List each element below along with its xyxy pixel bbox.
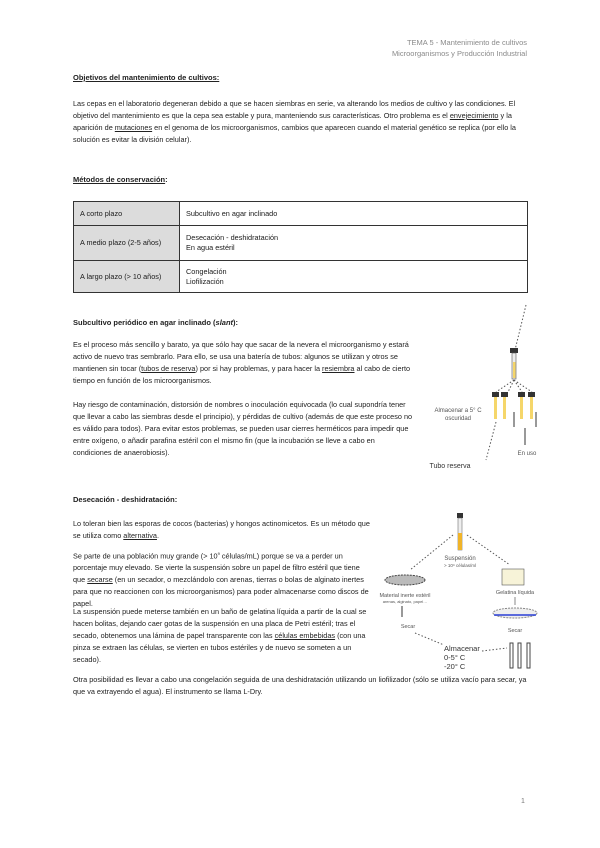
text: en el genoma de los microorganismos, cambios que aparecen cuando el material genético se replica (por ello la solución es evitar la división celular).	[73, 123, 516, 144]
dry-label: Secar	[400, 624, 416, 630]
text: .	[156, 531, 159, 540]
text: Lo toleran bien las esporas de cocos (bacterias) y hongos actinomicetos. Es un método que se utiliza como	[73, 519, 370, 540]
section-title-metodos	[73, 175, 168, 184]
method: Desecación - deshidratación	[186, 233, 279, 242]
methods-table	[73, 201, 528, 293]
page-number: 1	[521, 798, 525, 805]
header-course: Microorganismos y Producción Industrial	[391, 49, 527, 58]
section-title-desecacion: Desecación - deshidratación:	[73, 495, 178, 504]
methods-cell	[180, 226, 528, 261]
term-envejecimiento: envejecimiento	[449, 111, 499, 120]
material-sub-label: arenas, alginato, papel…	[382, 599, 428, 604]
paragraph-subcultivo-1	[73, 339, 413, 387]
text: slant	[215, 318, 234, 327]
methods-cell	[180, 202, 528, 226]
term-cell: A largo plazo (> 10 años)	[74, 261, 180, 293]
text: Subcultivo periódico en agar inclinado (	[73, 318, 216, 327]
exponent: 9	[217, 551, 220, 556]
suspension-sub-label: > 10⁹ células/ml	[443, 563, 477, 568]
text: (con una pinza se extraen las células, se vierten en tubos estériles y de nuevo se someten a un secado).	[73, 631, 366, 664]
store-temp-2: -20° C	[444, 662, 466, 671]
text: Se parte de una población muy grande (> 10	[73, 551, 218, 561]
methods-cell	[180, 261, 528, 293]
text: ):	[233, 318, 239, 327]
term-cell: A corto plazo	[74, 202, 180, 226]
paragraph-desecacion-3	[73, 606, 373, 666]
paragraph-desecacion-1	[73, 518, 373, 542]
term-tubos-reserva: tubos de reserva	[141, 364, 196, 373]
paragraph-liofilizacion: Otra posibilidad es llevar a cabo una congelación seguida de una deshidratación utilizando un liofilizador (sólo se utiliza vacío para secar, ya que va extrayendo el agua). El instrumento se llama L-Dry.	[73, 675, 527, 696]
store-temp-1: 0-5° C	[444, 653, 466, 662]
reserve-tubes	[492, 392, 536, 445]
reserve-tube-label: Tubo reserva	[429, 463, 471, 470]
dry-label-right: Secar	[507, 628, 523, 634]
term-mutaciones: mutaciones	[114, 123, 153, 132]
term-alternativa: alternativa	[123, 531, 157, 540]
suspension-label: Suspensión	[444, 556, 476, 562]
text: células/mL) porque se va a perder un porcentaje muy elevado. Se vierte la suspensión sobre un papel de filtro estéril que tiene que	[73, 551, 360, 585]
text: ) por si hay problemas, y para hacer la	[195, 364, 323, 373]
store-label-2: oscuridad	[444, 416, 472, 422]
text: al cabo de cierto tiempo en función de los microorganismos.	[73, 364, 411, 385]
term-resiembra: resiembra	[322, 364, 355, 373]
store-label: Almacenar a 5° C	[434, 408, 482, 414]
petri-dish-icon	[493, 608, 537, 618]
text: La suspensión puede meterse también en un baño de gelatina líquida a partir de la cual se hacen bolitas, dejando caer gotas de la suspensión en una placa de Petri estéril; tras el secado, obtenemos una lámina de papel transparente con las	[73, 607, 367, 640]
paragraph-subcultivo-2: Hay riesgo de contaminación, distorsión de nombres o inoculación equivocada (lo cual supondría tener que llevar a cabo las siembras desde el principio), y pérdidas de cultivo (además de que este proceso no es válido para todos). Para evitar estos problemas, se pueden usar cierres herméticos para impedir que entre oxígeno, o añadir parafina estéril con el mismo fin (que la incubación se lleve a cabo en condiciones de anaerobiosis).	[73, 400, 413, 457]
text: Es el proceso más sencillo y barato, ya que sólo hay que sacar de la nevera el microorganismo y estará activo de nuevo tras sembrarlo. Para ello, se usa una batería de tubos: algunos se utilizan y otros se mantienen sin tocar (	[73, 340, 409, 373]
term-secarse: secarse	[87, 575, 113, 585]
header-topic: TEMA 5 - Mantenimiento de cultivos	[406, 38, 527, 47]
method: Congelación	[186, 266, 227, 276]
text: Métodos de conservación	[73, 175, 166, 184]
paragraph-desecacion-2	[73, 548, 373, 610]
storage-tubes-icon	[510, 643, 530, 668]
term-celulas-embebidas: células embebidas	[274, 631, 336, 640]
text: y la aparición de	[73, 111, 512, 132]
material-label: Material inerte estéril	[379, 593, 431, 599]
text: Las cepas en el laboratorio degeneran debido a que se hacen siembras en serie, va alterando los medios de cultivo y las condiciones. El objetivo del mantenimiento es que la cepa sea estable y pura, manteniendo sus características. Otro problema es el	[73, 99, 516, 120]
table-row	[74, 261, 528, 293]
text: (en un secador, o mezclándolo con arenas, tierras o bolas de alginato inertes para que no reaccionen con los microorganismos) para poder almacenarse como discos de papel.	[73, 575, 369, 609]
table-row	[74, 202, 528, 226]
in-use-label: En uso	[517, 451, 537, 457]
method: Subcultivo en agar inclinado	[186, 208, 278, 218]
text: :	[165, 175, 168, 184]
gelatin-label: Gelatina líquida	[495, 590, 535, 596]
store-label: Almacenar	[444, 644, 480, 653]
slant-tubes-figure	[400, 300, 540, 475]
desiccation-figure	[370, 505, 540, 673]
section-title-objetivos: Objetivos del mantenimiento de cultivos:	[73, 73, 220, 82]
tube-cap-icon	[510, 348, 518, 353]
table-row	[74, 226, 528, 261]
paragraph-objetivos	[73, 98, 529, 146]
term-cell: A medio plazo (2-5 años)	[74, 226, 180, 261]
running-header	[392, 37, 527, 59]
inert-material-icon	[385, 575, 425, 585]
section-title-subcultivo	[73, 318, 238, 327]
method: Liofilización	[186, 276, 224, 286]
gelatin-beaker-icon	[502, 569, 524, 585]
method: En agua estéril	[186, 243, 235, 252]
